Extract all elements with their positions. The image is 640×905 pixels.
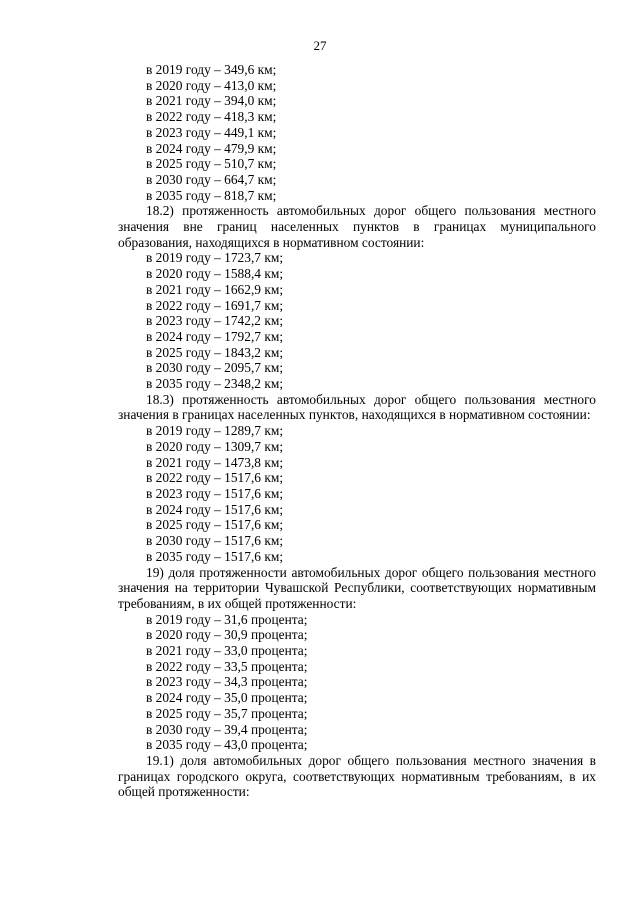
- list-item: в 2022 году – 1517,6 км;: [146, 470, 284, 486]
- list-item: в 2023 году – 34,3 процента;: [146, 674, 308, 690]
- list-item: в 2025 году – 510,7 км;: [146, 156, 277, 172]
- list-item: в 2025 году – 35,7 процента;: [146, 705, 308, 721]
- list-item: в 2021 году – 1662,9 км;: [146, 281, 284, 297]
- page-number: 27: [313, 38, 327, 53]
- list-item: в 2024 году – 1792,7 км;: [146, 328, 284, 344]
- list-item: в 2020 году – 1588,4 км;: [146, 266, 284, 282]
- list-item: в 2025 году – 1517,6 км;: [146, 517, 284, 533]
- list-item: в 2035 году – 2348,2 км;: [146, 376, 284, 392]
- list-item: в 2019 году – 31,6 процента;: [146, 611, 308, 627]
- list-item: в 2024 году – 35,0 процента;: [146, 690, 308, 706]
- list-item: в 2024 году – 479,9 км;: [146, 140, 277, 156]
- list-item: в 2022 году – 418,3 км;: [146, 109, 277, 125]
- list-item: в 2030 году – 1517,6 км;: [146, 533, 284, 549]
- list-item: в 2023 году – 1517,6 км;: [146, 485, 284, 501]
- list-item: в 2025 году – 1843,2 км;: [146, 344, 284, 360]
- list-item: в 2023 году – 1742,2 км;: [146, 313, 284, 329]
- list-item: в 2024 году – 1517,6 км;: [146, 501, 284, 517]
- list-item: в 2021 году – 33,0 процента;: [146, 643, 308, 659]
- list-item: в 2022 году – 33,5 процента;: [146, 658, 308, 674]
- list-item: в 2030 году – 2095,7 км;: [146, 360, 284, 376]
- list-item: в 2030 году – 39,4 процента;: [146, 721, 308, 737]
- list-item: в 2020 году – 413,0 км;: [146, 77, 277, 93]
- list-item: в 2019 году – 1289,7 км;: [146, 423, 284, 439]
- list-item: в 2021 году – 1473,8 км;: [146, 454, 284, 470]
- section-intro-paragraph: 19.1) доля автомобильных дорог общего пользования местного значения в границах городского округа, соответствующих нормативным требованиям, в их общей протяженности:: [118, 752, 596, 800]
- list-item: в 2020 году – 30,9 процента;: [146, 627, 308, 643]
- list-item: в 2019 году – 349,6 км;: [146, 62, 277, 77]
- list-item: в 2019 году – 1723,7 км;: [146, 250, 284, 266]
- list-item: в 2023 году – 449,1 км;: [146, 124, 277, 140]
- list-item: в 2020 году – 1309,7 км;: [146, 438, 284, 454]
- list-item: в 2035 году – 43,0 процента;: [146, 737, 308, 753]
- section-intro-paragraph: 18.2) протяженность автомобильных дорог общего пользования местного значения вне границ населенных пунктов в границах муниципального образования, находящихся в нормативном состоянии:: [118, 203, 596, 250]
- document-body: [118, 62, 596, 800]
- list-item: в 2021 году – 394,0 км;: [146, 93, 277, 109]
- list-item: в 2030 году – 664,7 км;: [146, 171, 277, 187]
- list-item: в 2035 году – 818,7 км;: [146, 187, 277, 203]
- section-intro-paragraph: 19) доля протяженности автомобильных дорог общего пользования местного значения на территории Чувашской Республики, соответствующих нормативным требованиям, в их общей протяженности:: [118, 564, 596, 611]
- section-intro-paragraph: 18.3) протяженность автомобильных дорог общего пользования местного значения в границах населенных пунктов, находящихся в нормативном состоянии:: [118, 391, 596, 423]
- list-item: в 2022 году – 1691,7 км;: [146, 297, 284, 313]
- list-item: в 2035 году – 1517,6 км;: [146, 548, 284, 564]
